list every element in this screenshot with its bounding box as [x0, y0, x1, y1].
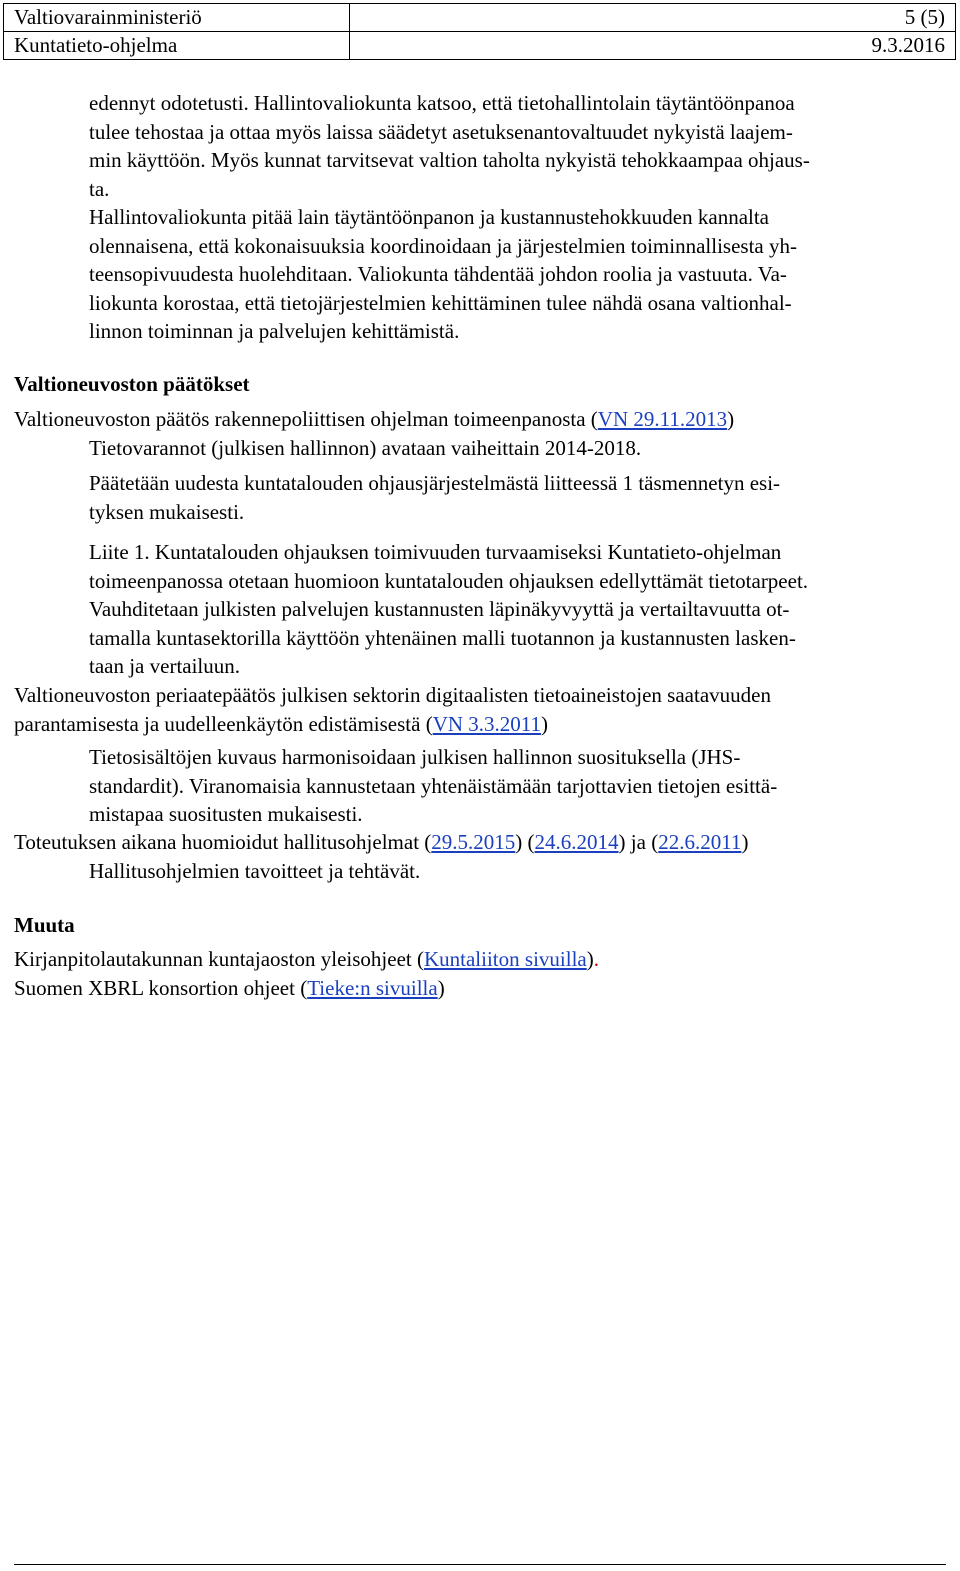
other-item-2: Suomen XBRL konsortion ohjeet (Tieke:n sivuilla) — [14, 976, 445, 1000]
text-line: tulee tehostaa ja ottaa myös laissa säädetyt asetuksenantovaltuudet nykyistä laajem- — [89, 119, 793, 144]
decision-2-note — [89, 743, 934, 829]
text-line: parantamisesta ja uudelleenkäytön edistämisestä (VN 3.3.2011) — [14, 711, 548, 736]
text-line: min käyttöön. Myös kunnat tarvitsevat valtion taholta nykyistä tehokkaampaa ohjaus- — [89, 148, 810, 173]
text-line: Päätetään uudesta kuntatalouden ohjausjärjestelmästä liitteessä 1 täsmennetyn esi- — [89, 471, 781, 495]
header-page-number: 5 (5) — [350, 4, 956, 32]
decision-3: Toteutuksen aikana huomioidut hallitusohjelmat (29.5.2015) (24.6.2014) ja (22.6.2011) — [14, 830, 749, 854]
decision-1-note-1: Tietovarannot (julkisen hallinnon) avataan vaiheittain 2014-2018. — [89, 436, 642, 460]
text-line: tyksen mukaisesti. — [89, 499, 245, 524]
text-line: standardit). Viranomaisia kannustetaan yhtenäistämään tarjottavien tietojen esittä- — [89, 773, 778, 798]
decision-1-note-3 — [89, 538, 934, 681]
text-line: Valtioneuvoston periaatepäätös julkisen sektorin digitaalisten tietoaineistojen saatavuuden — [14, 683, 771, 707]
text-line: Vauhditetaan julkisten palvelujen kustannusten läpinäkyvyyttä ja vertailtavuutta ot- — [89, 597, 790, 622]
text-line: ta. — [89, 176, 110, 201]
section-heading-decisions: Valtioneuvoston päätökset — [14, 372, 250, 396]
text-line: edennyt odotetusti. Hallintovaliokunta katsoo, että tietohallintolain täytäntöönpanoa — [89, 91, 795, 115]
link-24-6-2014[interactable]: 24.6.2014 — [534, 830, 619, 854]
footer-divider — [14, 1564, 946, 1565]
text-line: Tietosisältöjen kuvaus harmonisoidaan julkisen hallinnon suosituksella (JHS- — [89, 745, 741, 769]
text-line: Hallintovaliokunta pitää lain täytäntöönpanon ja kustannustehokkuuden kannalta — [89, 205, 769, 229]
text-line: olennaisena, että kokonaisuuksia koordinoidaan ja järjestelmien toiminnallisesta yh- — [89, 233, 797, 258]
decision-3-note: Hallitusohjelmien tavoitteet ja tehtävät. — [89, 859, 421, 883]
section-heading-other: Muuta — [14, 913, 75, 937]
other-item-1: Kirjanpitolautakunnan kuntajaoston yleisohjeet (Kuntaliiton sivuilla). — [14, 947, 599, 971]
text-line: mistapaa suositusten mukaisesti. — [89, 802, 363, 827]
header-org: Valtiovarainministeriö — [4, 4, 350, 32]
link-vn-29-11-2013[interactable]: VN 29.11.2013 — [597, 407, 728, 431]
text-line: tamalla kuntasektorilla käyttöön yhtenäinen malli tuotannon ja kustannusten lasken- — [89, 625, 796, 650]
text-line: taan ja vertailuun. — [89, 654, 241, 679]
decision-1: Valtioneuvoston päätös rakennepoliittisen ohjelman toimeenpanosta (VN 29.11.2013) — [14, 407, 735, 431]
link-29-5-2015[interactable]: 29.5.2015 — [431, 830, 516, 854]
paragraph-committee — [89, 203, 934, 346]
link-kuntaliitto[interactable]: Kuntaliiton sivuilla — [423, 947, 587, 971]
text-line: Liite 1. Kuntatalouden ohjauksen toimivuuden turvaamiseksi Kuntatieto-ohjelman — [89, 540, 782, 564]
paragraph-intro — [89, 89, 934, 203]
text-line: toimeenpanossa otetaan huomioon kuntatalouden ohjauksen edellyttämät tietotarpeet. — [89, 568, 809, 593]
header-date: 9.3.2016 — [350, 32, 956, 60]
link-22-6-2011[interactable]: 22.6.2011 — [658, 830, 742, 854]
text-line: liokunta korostaa, että tietojärjestelmien kehittäminen tulee nähdä osana valtionhal- — [89, 290, 792, 315]
decision-1-note-2 — [89, 469, 934, 526]
text-line: teensopivuudesta huolehditaan. Valiokunta tähdentää johdon roolia ja vastuuta. Va- — [89, 262, 787, 287]
document-header — [3, 3, 956, 60]
link-vn-3-3-2011[interactable]: VN 3.3.2011 — [432, 711, 541, 736]
link-tieke[interactable]: Tieke:n sivuilla — [307, 976, 438, 1000]
text-line: linnon toiminnan ja palvelujen kehittämistä. — [89, 319, 460, 344]
header-program: Kuntatieto-ohjelma — [4, 32, 350, 60]
decision-2 — [14, 681, 934, 738]
